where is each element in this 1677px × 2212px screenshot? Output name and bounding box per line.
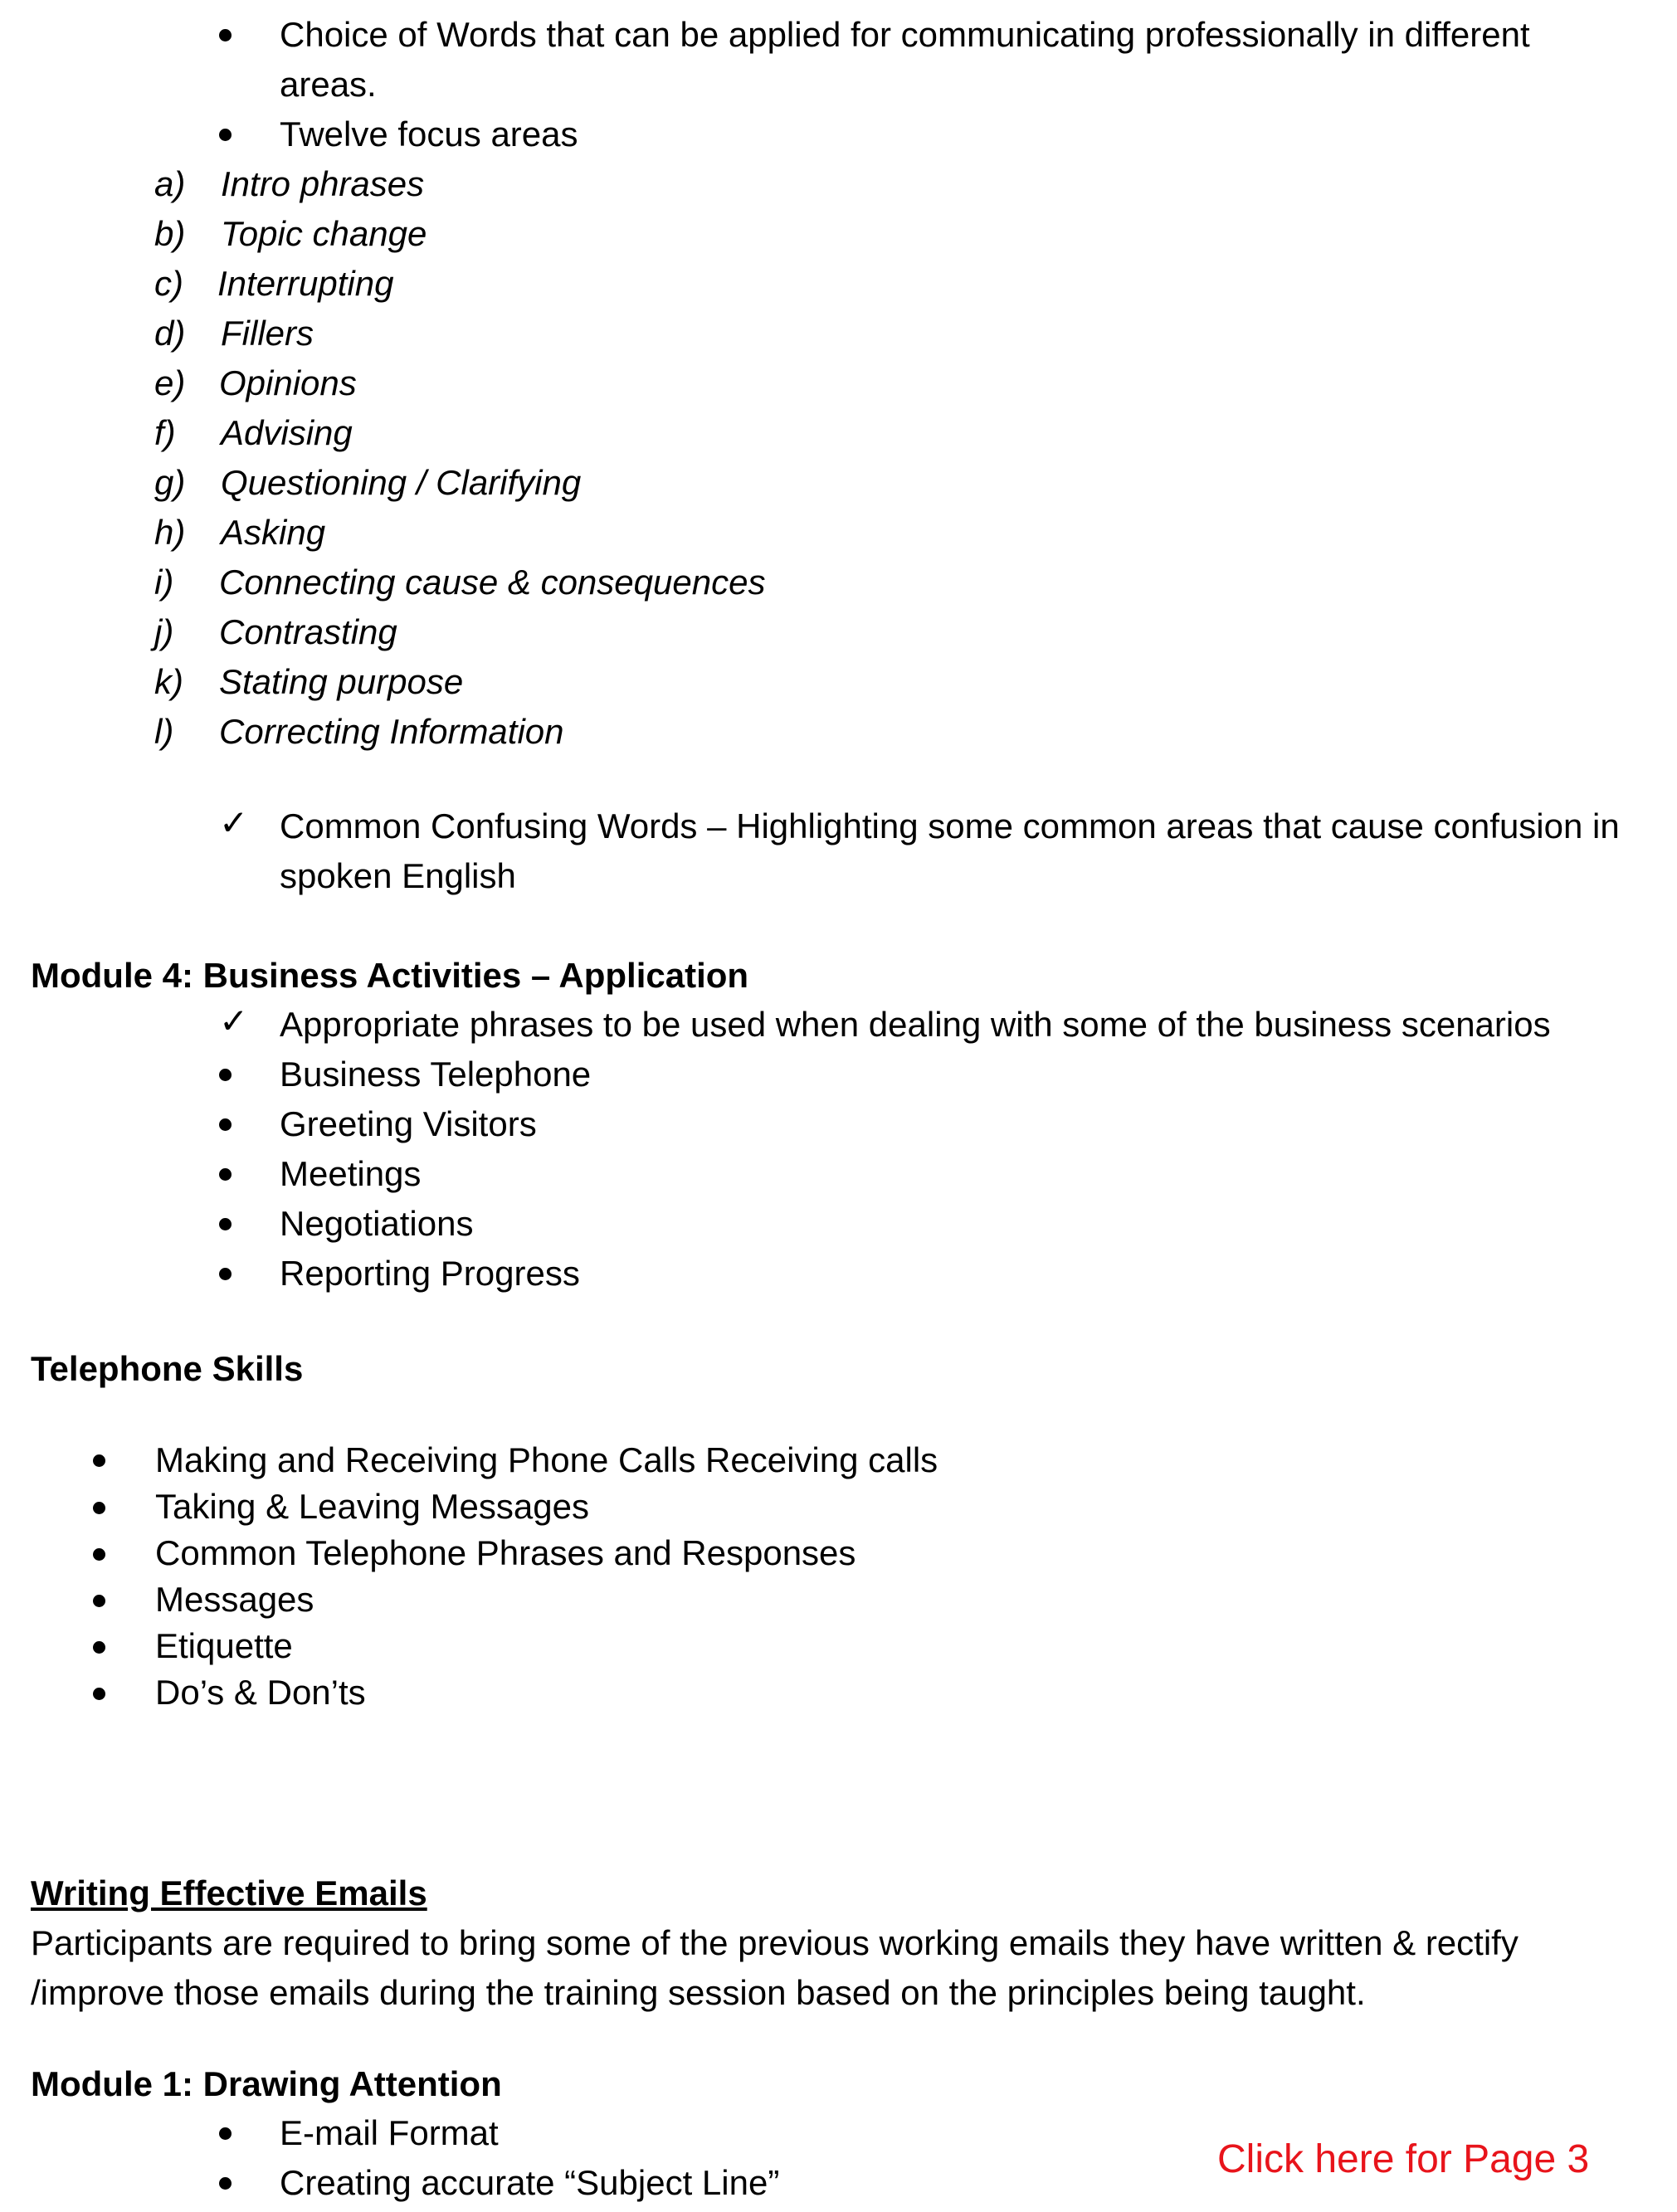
- focus-area-letter: j): [154, 612, 174, 651]
- focus-area-letter: i): [154, 563, 174, 602]
- focus-area-text: Intro phrases: [221, 164, 425, 203]
- list-item: Meetings: [280, 1154, 422, 1193]
- focus-area-text: Interrupting: [217, 264, 394, 303]
- bullet-icon: [219, 1218, 232, 1230]
- bullet-icon: [219, 2177, 232, 2190]
- bullet-icon: [219, 1168, 232, 1181]
- list-item-continuation: spoken English: [280, 856, 516, 895]
- bullet-icon: [219, 1069, 232, 1081]
- focus-area-letter: b): [154, 214, 186, 253]
- bullet-icon: [93, 1595, 105, 1607]
- bullet-icon: [219, 1118, 232, 1131]
- bullet-icon: [219, 129, 232, 141]
- checkmark-icon: ✓: [219, 1001, 249, 1040]
- focus-area-text: Advising: [221, 413, 353, 452]
- focus-area-text: Opinions: [219, 363, 357, 402]
- focus-area-letter: l): [154, 712, 174, 751]
- bullet-icon: [93, 1502, 105, 1514]
- list-item: Choice of Words that can be applied for communicating professionally in different: [280, 15, 1530, 54]
- list-item: Business Telephone: [280, 1055, 592, 1094]
- list-item: Messages: [155, 1580, 314, 1619]
- list-item: Negotiations: [280, 1204, 474, 1243]
- focus-area-text: Questioning / Clarifying: [221, 463, 582, 502]
- emails-paragraph-line: /improve those emails during the training session based on the principles being taught.: [31, 1973, 1366, 2012]
- emails-paragraph-line: Participants are required to bring some of the previous working emails they have written & rectify: [31, 1923, 1519, 1962]
- bullet-icon: [93, 1688, 105, 1700]
- focus-area-letter: d): [154, 314, 186, 353]
- list-item: Etiquette: [155, 1626, 293, 1665]
- focus-area-letter: a): [154, 164, 186, 203]
- list-item: E-mail Format: [280, 2113, 499, 2152]
- list-item: Common Confusing Words – Highlighting some common areas that cause confusion in: [280, 806, 1620, 845]
- focus-area-letter: k): [154, 662, 183, 701]
- focus-area-text: Topic change: [221, 214, 427, 253]
- focus-area-letter: e): [154, 363, 186, 402]
- list-item: Twelve focus areas: [280, 114, 578, 153]
- next-page-link[interactable]: Click here for Page 3: [1217, 2137, 1590, 2181]
- list-item: Taking & Leaving Messages: [155, 1487, 589, 1526]
- focus-area-text: Fillers: [221, 314, 314, 353]
- module4-heading: Module 4: Business Activities – Application: [31, 956, 749, 995]
- bullet-icon: [93, 1548, 105, 1561]
- telephone-skills-heading: Telephone Skills: [31, 1349, 304, 1388]
- list-item: Making and Receiving Phone Calls Receiving calls: [155, 1440, 938, 1479]
- focus-area-text: Stating purpose: [219, 662, 464, 701]
- focus-area-text: Connecting cause & consequences: [219, 563, 766, 602]
- bullet-icon: [93, 1454, 105, 1467]
- list-item: Creating accurate “Subject Line”: [280, 2163, 780, 2202]
- list-item: Common Telephone Phrases and Responses: [155, 1533, 856, 1572]
- focus-area-text: Correcting Information: [219, 712, 564, 751]
- writing-emails-heading: Writing Effective Emails: [31, 1873, 427, 1912]
- module1-heading: Module 1: Drawing Attention: [31, 2064, 502, 2103]
- bullet-icon: [219, 2127, 232, 2140]
- focus-area-letter: f): [154, 413, 176, 452]
- focus-area-letter: h): [154, 513, 186, 552]
- focus-area-letter: c): [154, 264, 183, 303]
- bullet-icon: [93, 1641, 105, 1654]
- focus-area-text: Contrasting: [219, 612, 397, 651]
- list-item: Do’s & Don’ts: [155, 1673, 366, 1712]
- checkmark-icon: ✓: [219, 803, 249, 842]
- bullet-icon: [219, 29, 232, 41]
- list-item: Greeting Visitors: [280, 1104, 537, 1143]
- bullet-icon: [219, 1268, 232, 1280]
- list-item: Appropriate phrases to be used when dealing with some of the business scenarios: [280, 1005, 1551, 1044]
- focus-area-text: Asking: [221, 513, 326, 552]
- focus-area-letter: g): [154, 463, 186, 502]
- list-item-continuation: areas.: [280, 65, 377, 104]
- list-item: Reporting Progress: [280, 1254, 580, 1293]
